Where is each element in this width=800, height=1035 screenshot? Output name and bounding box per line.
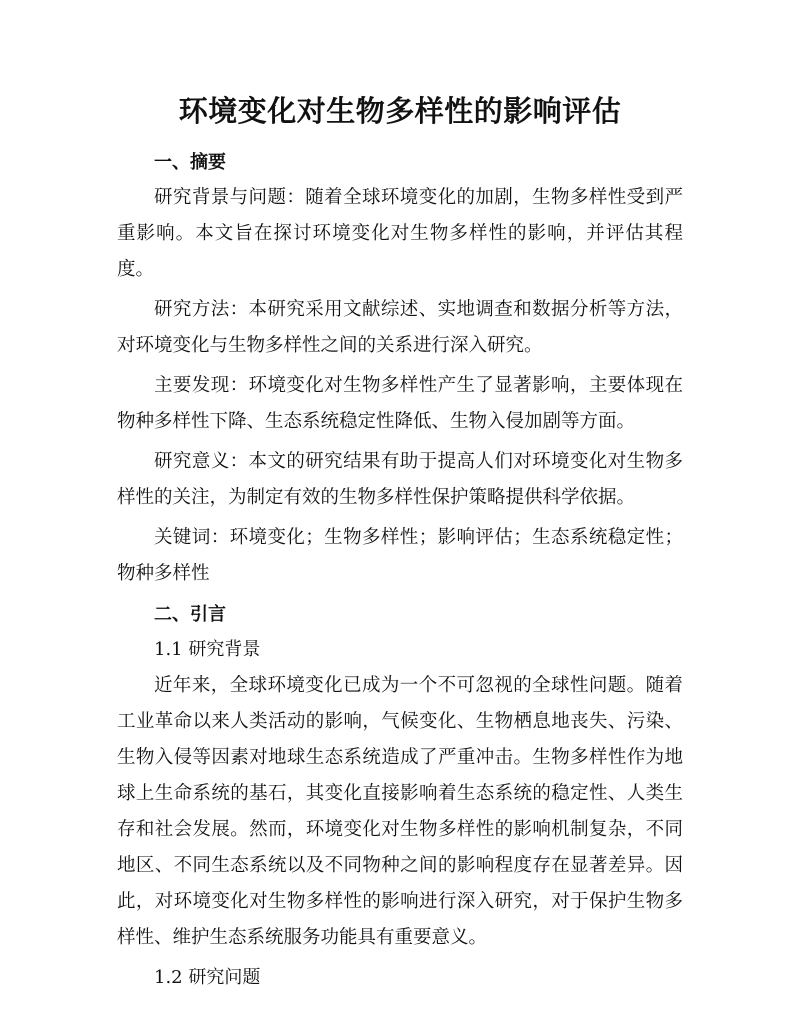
section-heading-intro: 二、引言 [154, 604, 226, 625]
intro-background-paragraph: 近年来，全球环境变化已成为一个不可忽视的全球性问题。随着工业革命以来人类活动的影响，气候变化、生物栖息地丧失、污染、生物入侵等因素对地球生态系统造成了严重冲击。生物多样性作为地球上生命系统的基石，其变化直接影响着生态系统的稳定性、人类生存和社会发展。然而，环境变化对生物多样性的影响机制复杂，不同地区、不同生态系统以及不同物种之间的影响程度存在显著差异。因此，对环境变化对生物多样性的影响进行深入研究，对于保护生物多样性、维护生态系统服务功能具有重要意义。 [117, 675, 683, 948]
abstract-findings-paragraph: 主要发现：环境变化对生物多样性产生了显著影响，主要体现在物种多样性下降、生态系统稳定性降低、生物入侵加剧等方面。 [117, 375, 683, 432]
subsection-heading-questions: 1.2 研究问题 [154, 967, 261, 988]
document-body [117, 88, 683, 996]
abstract-significance-paragraph: 研究意义：本文的研究结果有助于提高人们对环境变化对生物多样性的关注，为制定有效的生物多样性保护策略提供科学依据。 [117, 451, 683, 508]
keywords-paragraph: 关键词：环境变化；生物多样性；影响评估；生态系统稳定性；物种多样性 [117, 527, 683, 584]
section-heading-abstract: 一、摘要 [154, 152, 226, 173]
subsection-heading-background: 1.1 研究背景 [154, 639, 261, 660]
abstract-background-paragraph: 研究背景与问题：随着全球环境变化的加剧，生物多样性受到严重影响。本文旨在探讨环境变化对生物多样性的影响，并评估其程度。 [117, 187, 683, 280]
document-title: 环境变化对生物多样性的影响评估 [178, 94, 622, 128]
abstract-methods-paragraph: 研究方法：本研究采用文献综述、实地调查和数据分析等方法，对环境变化与生物多样性之间的关系进行深入研究。 [117, 299, 683, 356]
